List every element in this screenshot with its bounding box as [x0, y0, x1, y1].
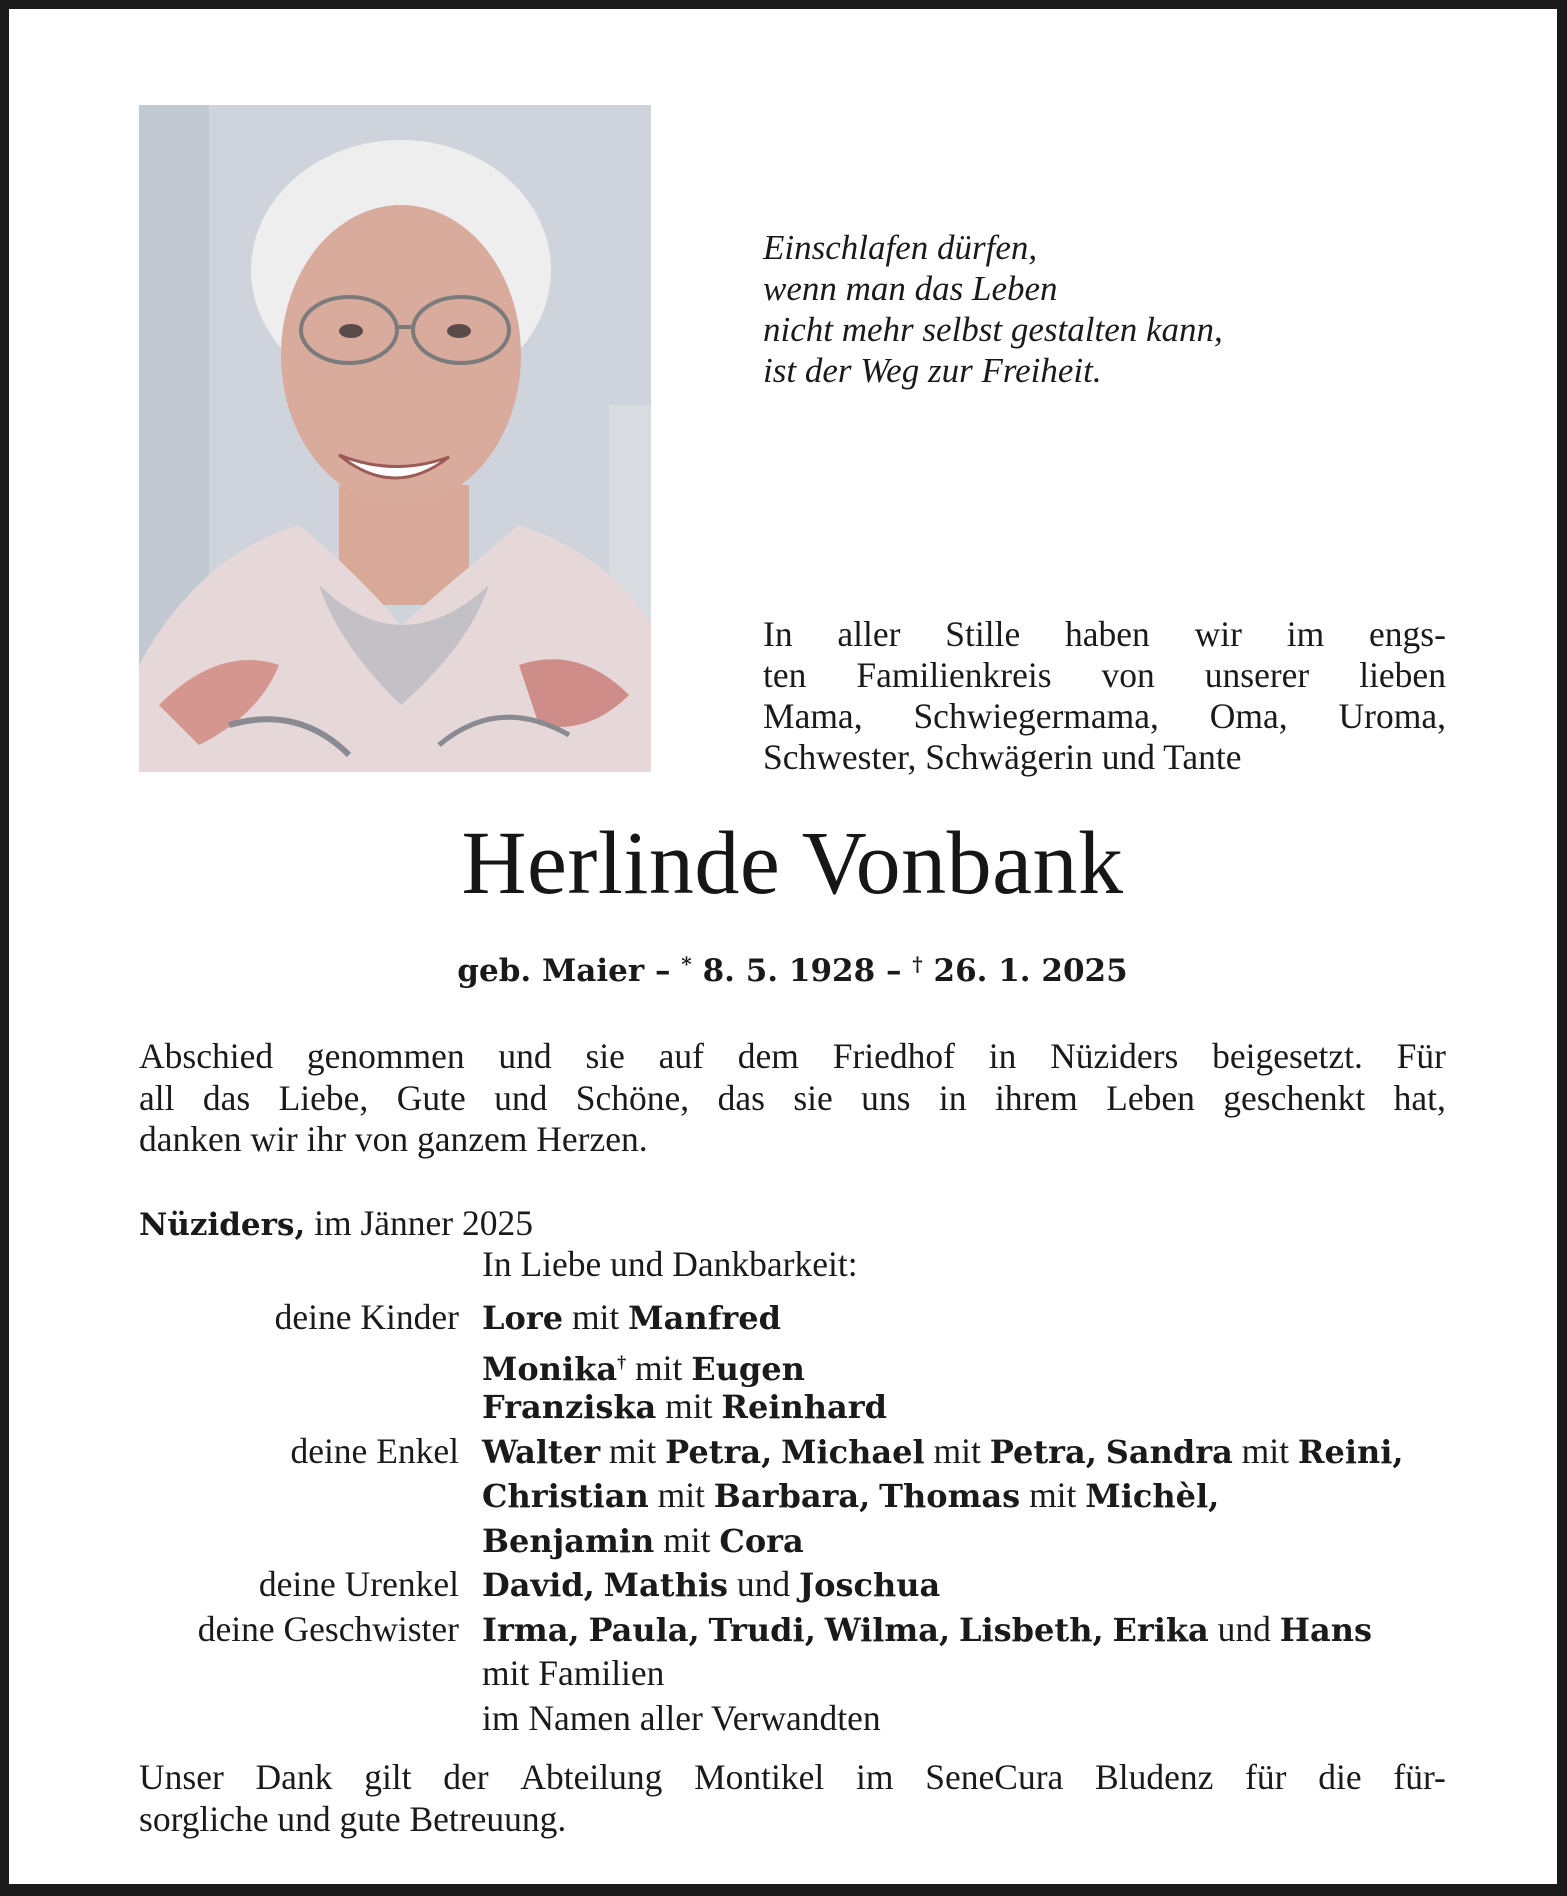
word: Stille [945, 614, 1021, 654]
intro-paragraph [763, 614, 1446, 778]
word: sie [585, 1036, 625, 1076]
intro-line [763, 614, 1446, 655]
word: SeneCura [925, 1757, 1064, 1797]
word: von [1101, 655, 1155, 695]
thanks-line: sorgliche und gute Betreuung. [139, 1798, 567, 1839]
person-name: Cora [719, 1521, 804, 1560]
word: die [1318, 1757, 1362, 1797]
word: der [443, 1757, 489, 1797]
person-name: Thomas [879, 1477, 1021, 1515]
word: genommen [306, 1036, 465, 1076]
family-names: mit Familien [482, 1653, 665, 1693]
word: Abteilung [520, 1757, 663, 1797]
deceased-name: Herlinde Vonbank [461, 814, 1124, 913]
person-name: Wilma, [824, 1610, 951, 1649]
family-row [9, 1473, 1567, 1519]
person-name: Petra, [665, 1432, 773, 1471]
family-names: Irma, Paula, Trudi, Wilma, Lisbeth, Erika und Hans [482, 1608, 1373, 1649]
word: Friedhof [832, 1036, 955, 1076]
word: das [717, 1077, 765, 1118]
person-name: Barbara, [713, 1477, 871, 1515]
intro-line [763, 696, 1446, 737]
word: gilt [364, 1757, 412, 1797]
family-row [9, 1384, 1567, 1430]
word: Mama, [763, 696, 863, 736]
word: und [498, 1036, 552, 1076]
word: dem [737, 1036, 799, 1076]
birth-date: 8. 5. 1928 [702, 953, 876, 989]
word: für- [1393, 1757, 1446, 1797]
family-names: David, Mathis und Joschua [482, 1564, 941, 1604]
separator: – [644, 953, 682, 989]
quote-poem [763, 227, 1223, 391]
word: hat, [1393, 1077, 1446, 1118]
word: aller [837, 614, 901, 654]
announcement-line [139, 1036, 1446, 1078]
person-name: Lore [482, 1299, 564, 1337]
person-name: Christian [482, 1477, 649, 1515]
life-dates [9, 944, 1567, 991]
person-name: David, [482, 1566, 595, 1604]
family-row [9, 1429, 1567, 1475]
siblings-label: deine Geschwister [197, 1608, 459, 1649]
person-name: Lisbeth, [959, 1610, 1104, 1649]
family-names: Lore mit Manfred [482, 1297, 781, 1337]
word: in [988, 1036, 1017, 1076]
grandchildren-label: deine Enkel [290, 1430, 459, 1471]
word: wir [1194, 614, 1242, 654]
place-date [139, 1203, 533, 1246]
word: In [763, 614, 793, 654]
thanks-paragraph [139, 1757, 1446, 1840]
separator: – [875, 953, 913, 989]
word: Schöne, [575, 1077, 690, 1118]
word: Unser [139, 1757, 224, 1797]
deceased-mark: † [617, 1351, 627, 1372]
person-name: Eugen [691, 1349, 805, 1388]
intro-line [763, 655, 1446, 696]
word: geschenkt [1223, 1077, 1366, 1118]
word: ten [763, 655, 807, 695]
word: Schwiegermama, [913, 696, 1159, 736]
family-row [9, 1696, 1567, 1742]
children-label: deine Kinder [274, 1297, 459, 1337]
person-name: Irma, [482, 1610, 580, 1649]
word: unserer [1204, 655, 1310, 695]
family-row [9, 1562, 1567, 1608]
word: Dank [255, 1757, 333, 1797]
announcement-paragraph [139, 1036, 1446, 1161]
word: engs- [1369, 614, 1446, 654]
word: im [1286, 614, 1325, 654]
family-names: Franziska mit Reinhard [482, 1386, 887, 1426]
word: Gute [396, 1077, 466, 1118]
family-row [9, 1295, 1567, 1341]
word: Für [1396, 1036, 1446, 1076]
word: Familienkreis [856, 655, 1052, 695]
word: Uroma, [1338, 696, 1446, 736]
word: und [494, 1077, 548, 1118]
family-names: Monika† mit Eugen [482, 1347, 805, 1388]
word: im [856, 1757, 894, 1797]
signoff-text: In Liebe und Dankbarkeit: [482, 1244, 858, 1284]
thanks-line [139, 1757, 1446, 1799]
quote-line: Einschlafen dürfen, [763, 228, 1038, 267]
place-name: Nüziders, [139, 1207, 306, 1243]
announcement-line [139, 1078, 1446, 1120]
person-name: Petra, [989, 1432, 1097, 1471]
person-name: Hans [1279, 1610, 1373, 1649]
great-grandchildren-label: deine Urenkel [258, 1564, 459, 1604]
word: sie [793, 1077, 833, 1118]
family-names: Christian mit Barbara, Thomas mit Michèl, [482, 1475, 1220, 1515]
person-name: Manfred [628, 1299, 781, 1337]
word: auf [658, 1036, 704, 1076]
word: lieben [1359, 655, 1446, 695]
person-name: Michael [781, 1432, 925, 1471]
word: Liebe, [278, 1077, 369, 1118]
person-name: Reini, [1297, 1432, 1404, 1471]
word: Leben [1106, 1077, 1195, 1118]
maiden-name: geb. Maier [457, 953, 645, 989]
intro-line: Schwester, Schwägerin und Tante [763, 737, 1242, 777]
family-names: Walter mit Petra, Michael mit Petra, Sandra mit Reini, [482, 1430, 1404, 1471]
person-name: Benjamin [482, 1521, 655, 1560]
person-name: Erika [1112, 1610, 1209, 1649]
family-row [9, 1607, 1567, 1653]
family-row [9, 1518, 1567, 1564]
quote-line: nicht mehr selbst gestalten kann, [763, 310, 1223, 349]
word: all [139, 1077, 175, 1118]
person-name: Franziska [482, 1388, 657, 1426]
died-symbol: † [912, 952, 923, 976]
family-names: im Namen aller Verwandten [482, 1697, 881, 1738]
person-name: Sandra [1105, 1432, 1233, 1471]
family-row [9, 1651, 1567, 1697]
person-name: Joschua [799, 1566, 941, 1604]
person-name: Monika [482, 1349, 618, 1388]
word: ihrem [994, 1077, 1078, 1118]
person-name: Paula, [588, 1610, 700, 1649]
announcement-line: danken wir ihr von ganzem Herzen. [139, 1119, 648, 1159]
word: haben [1065, 614, 1150, 654]
word: Nüziders [1050, 1036, 1179, 1076]
word: das [202, 1077, 251, 1118]
word: beigesetzt. [1212, 1036, 1363, 1076]
person-name: Trudi, [708, 1610, 816, 1649]
quote-line: wenn man das Leben [763, 269, 1058, 308]
quote-line: ist der Weg zur Freiheit. [763, 351, 1102, 390]
person-name: Reinhard [721, 1388, 887, 1426]
person-name: Walter [482, 1432, 601, 1471]
date-text: im Jänner 2025 [305, 1203, 533, 1243]
word: Bludenz [1095, 1757, 1214, 1797]
person-name: Mathis [603, 1566, 728, 1604]
word: Oma, [1209, 696, 1288, 736]
word: für [1245, 1757, 1287, 1797]
word: uns [861, 1077, 911, 1118]
word: Abschied [139, 1036, 274, 1076]
portrait-image [139, 105, 651, 772]
portrait-photo [139, 105, 651, 772]
family-names: Benjamin mit Cora [482, 1519, 804, 1560]
born-symbol: * [681, 952, 692, 976]
word: Montikel [694, 1757, 825, 1797]
death-date: 26. 1. 2025 [933, 953, 1128, 989]
family-row [9, 1340, 1567, 1386]
person-name: Michèl, [1085, 1477, 1220, 1515]
word: in [938, 1077, 967, 1118]
